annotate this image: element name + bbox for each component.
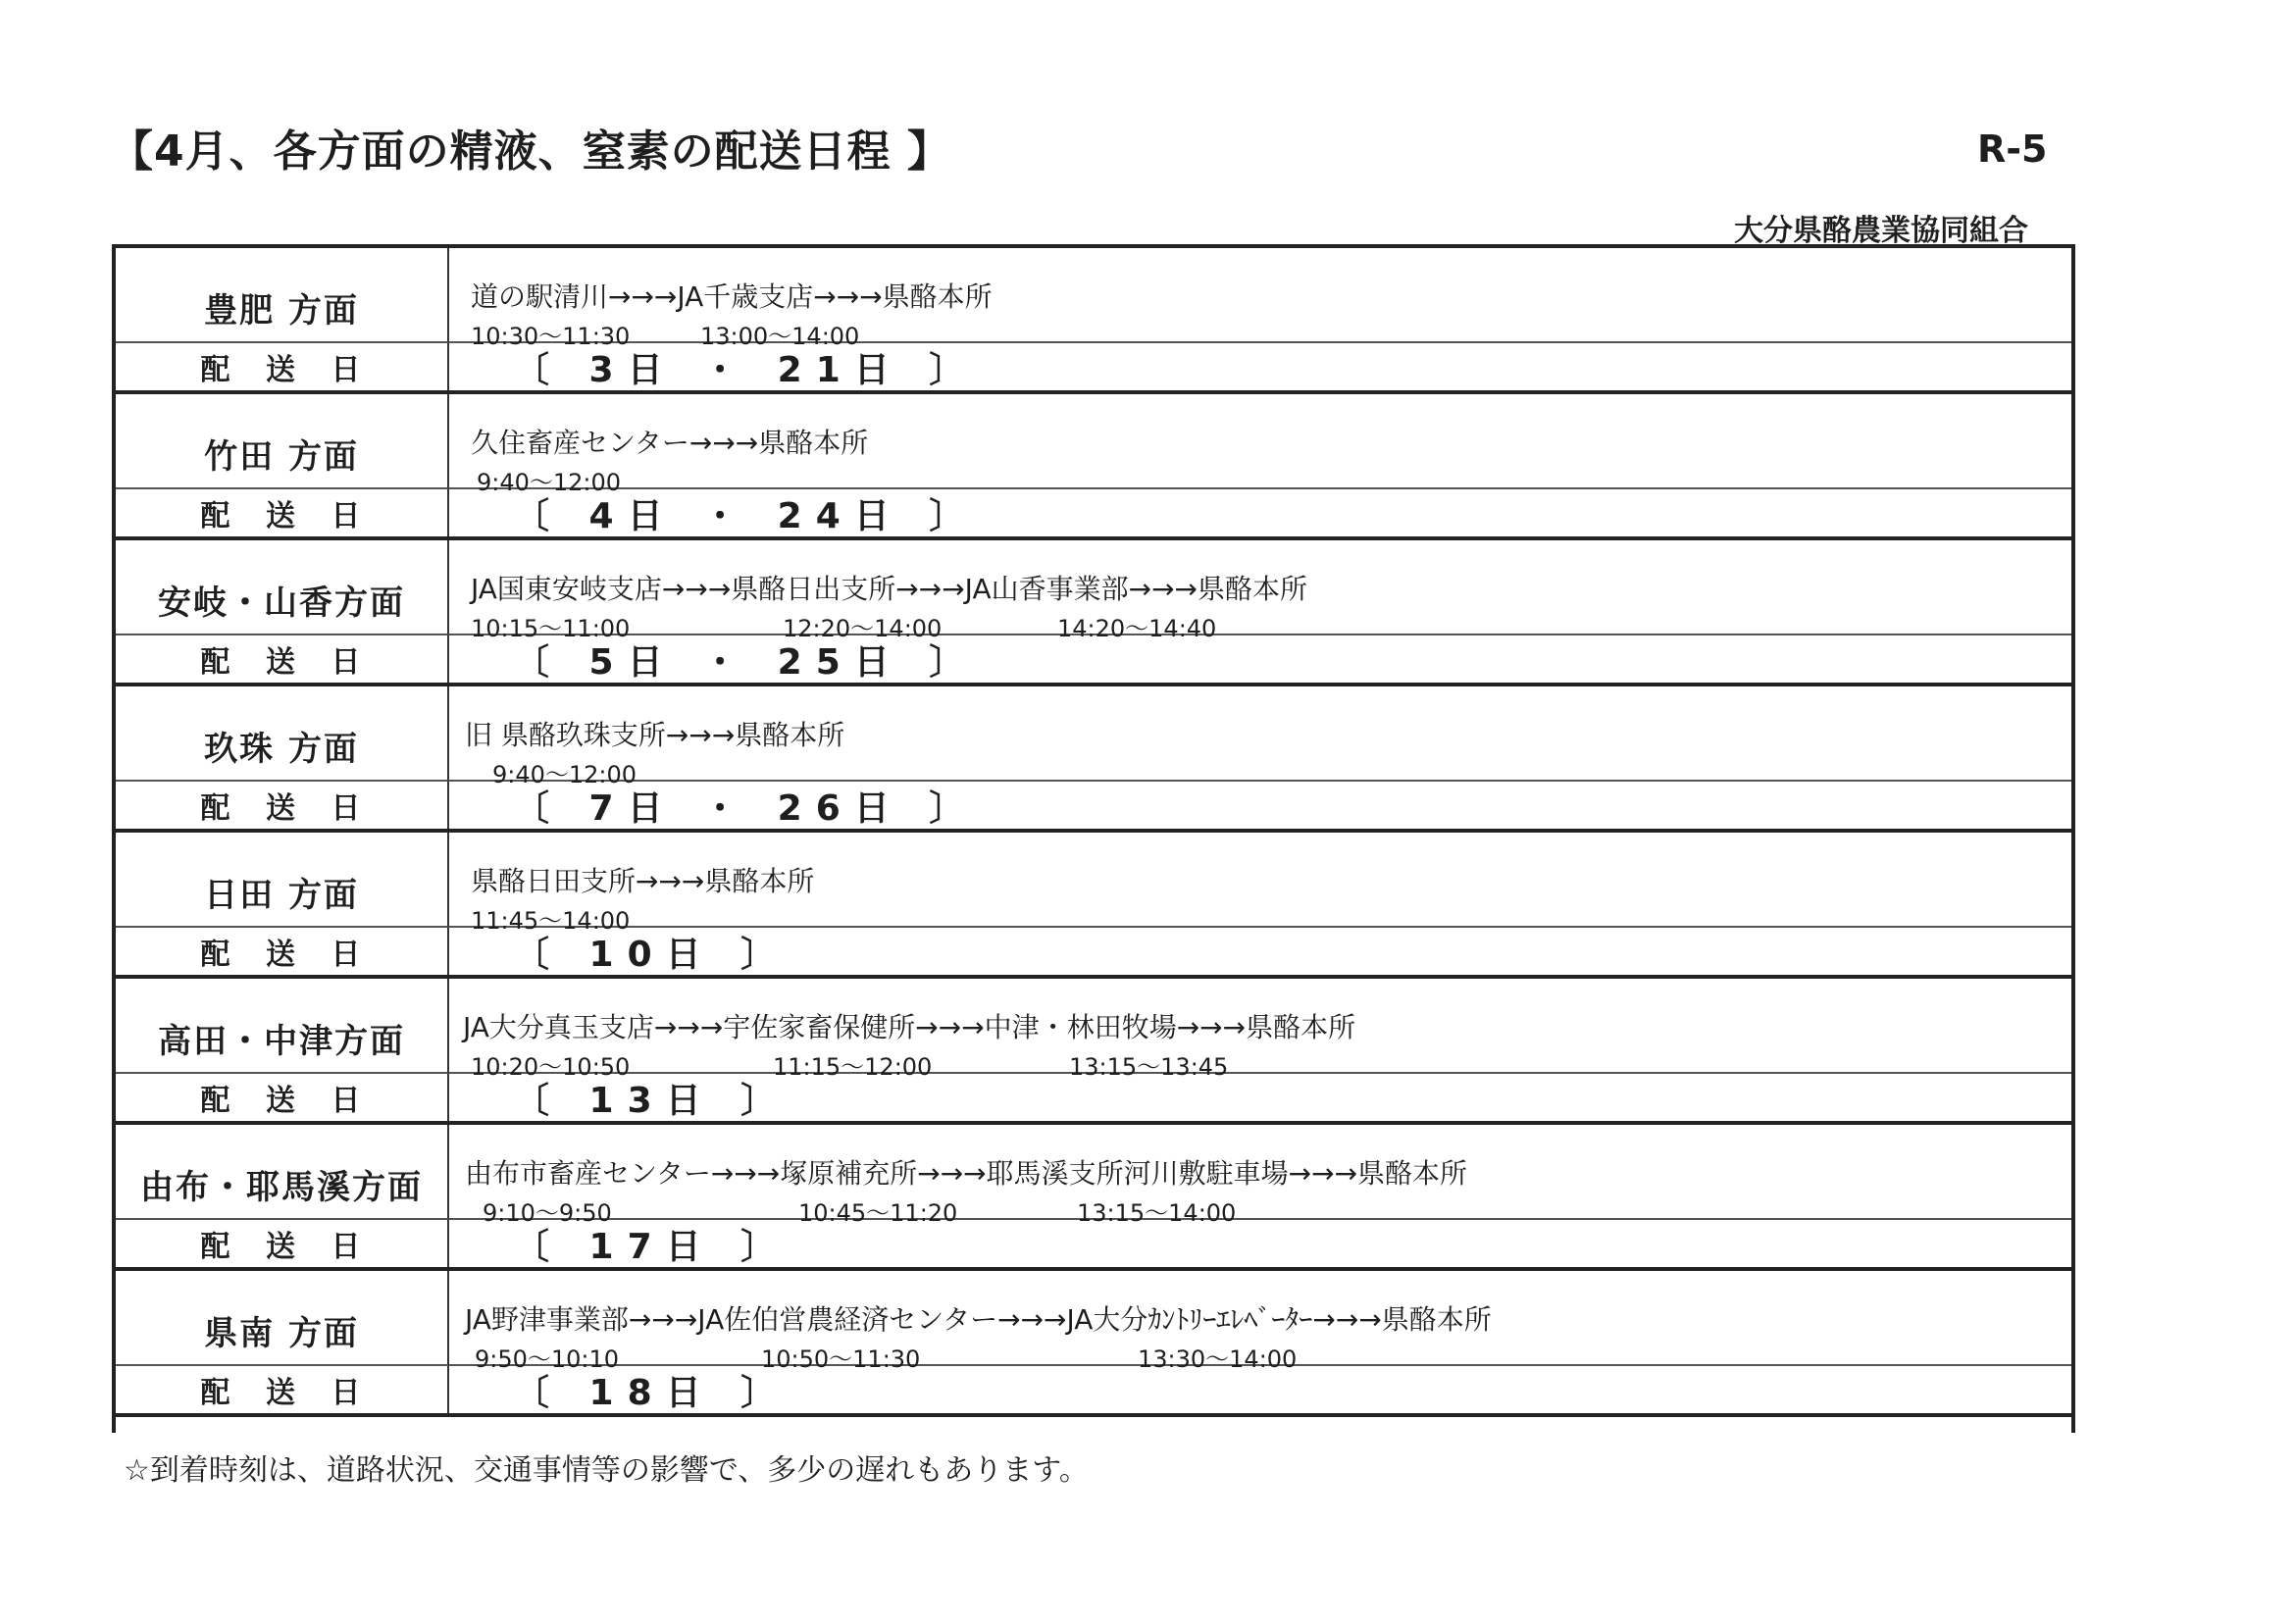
- arrival-time: 11:15～12:00: [773, 1053, 933, 1081]
- region-block: [116, 1125, 2071, 1271]
- delivery-schedule-table: [112, 244, 2075, 1433]
- area-name: 竹田 方面: [116, 394, 449, 489]
- route-text: 旧 県酪玖珠支所→→→県酪本所: [465, 719, 845, 751]
- arrival-time: 11:45～14:00: [471, 907, 631, 935]
- arrival-time: 13:15～13:45: [1069, 1053, 1229, 1081]
- region-block: [116, 248, 2071, 394]
- arrival-time: 10:15～11:00: [471, 615, 631, 642]
- area-name: 由布・耶馬溪方面: [116, 1125, 449, 1220]
- delivery-day-label: 配 送 日: [116, 1366, 449, 1413]
- arrival-time: 14:20～14:40: [1057, 615, 1217, 642]
- route-cell: [449, 1125, 2071, 1227]
- region-block: [116, 979, 2071, 1125]
- delivery-dates: 〔 18日 〕: [514, 1372, 790, 1413]
- region-block: [116, 394, 2071, 540]
- delivery-day-label: 配 送 日: [116, 489, 449, 536]
- route-cell: [449, 540, 2071, 642]
- delivery-day-label: 配 送 日: [116, 1220, 449, 1267]
- delivery-dates: 〔 5日 ・ 25日 〕: [514, 641, 979, 683]
- arrival-time: 13:00～14:00: [700, 323, 860, 350]
- arrival-time: 10:30～11:30: [471, 323, 631, 350]
- route-text: JA野津事業部→→→JA佐伯営農経済センター→→→JA大分ｶﾝﾄﾘｰｴﾚﾍﾞｰﾀｰ→→→県酪本所: [465, 1303, 1492, 1336]
- route-cell: [449, 1271, 2071, 1373]
- arrival-time: 10:20～10:50: [471, 1053, 631, 1081]
- arrival-time: 12:20～14:00: [783, 615, 943, 642]
- route-text: JA国東安岐支店→→→県酪日出支所→→→JA山香事業部→→→県酪本所: [471, 573, 1307, 605]
- route-text: 久住畜産センター→→→県酪本所: [471, 427, 869, 459]
- route-cell: [449, 248, 2071, 350]
- delivery-dates: 〔 3日 ・ 21日 〕: [514, 349, 979, 390]
- page-title: 【4月、各方面の精液、窒素の配送日程 】: [110, 127, 951, 177]
- route-cell: [449, 394, 2071, 496]
- route-text: 県酪日田支所→→→県酪本所: [471, 865, 815, 897]
- delivery-day-label: 配 送 日: [116, 635, 449, 683]
- delivery-dates: 〔 10日 〕: [514, 934, 790, 975]
- area-name: 日田 方面: [116, 833, 449, 928]
- route-cell: [449, 833, 2071, 935]
- delivery-dates: 〔 4日 ・ 24日 〕: [514, 495, 979, 536]
- arrival-time: 9:40～12:00: [492, 761, 637, 788]
- region-block: [116, 833, 2071, 979]
- area-name: 安岐・山香方面: [116, 540, 449, 635]
- route-text: 由布市畜産センター→→→塚原補充所→→→耶馬溪支所河川敷駐車場→→→県酪本所: [465, 1157, 1468, 1190]
- delivery-day-label: 配 送 日: [116, 782, 449, 829]
- page-code: R-5: [1977, 127, 2048, 171]
- route-cell: [449, 686, 2071, 788]
- region-block: [116, 686, 2071, 833]
- arrival-time: 10:45～11:20: [798, 1199, 958, 1227]
- arrival-time: 9:40～12:00: [477, 469, 622, 496]
- organization-name: 大分県酪農業協同組合: [1734, 214, 2028, 248]
- route-cell: [449, 979, 2071, 1081]
- area-name: 県南 方面: [116, 1271, 449, 1366]
- route-text: JA大分真玉支店→→→宇佐家畜保健所→→→中津・林田牧場→→→県酪本所: [463, 1011, 1356, 1043]
- area-name: 豊肥 方面: [116, 248, 449, 343]
- delivery-day-label: 配 送 日: [116, 343, 449, 390]
- delivery-day-label: 配 送 日: [116, 1074, 449, 1121]
- delivery-day-label: 配 送 日: [116, 928, 449, 975]
- delivery-dates: 〔 7日 ・ 26日 〕: [514, 787, 979, 829]
- arrival-time: 10:50～11:30: [761, 1345, 921, 1373]
- delivery-dates: 〔 13日 〕: [514, 1080, 790, 1121]
- arrival-time: 13:15～14:00: [1077, 1199, 1237, 1227]
- region-block: [116, 540, 2071, 686]
- region-block: [116, 1271, 2071, 1417]
- arrival-time: 9:50～10:10: [475, 1345, 620, 1373]
- area-name: 高田・中津方面: [116, 979, 449, 1074]
- arrival-time: 9:10～9:50: [483, 1199, 612, 1227]
- footnote: ☆到着時刻は、道路状況、交通事情等の影響で、多少の遅れもあります。: [124, 1453, 1089, 1488]
- route-text: 道の駅清川→→→JA千歳支店→→→県酪本所: [471, 280, 993, 313]
- area-name: 玖珠 方面: [116, 686, 449, 782]
- arrival-time: 13:30～14:00: [1138, 1345, 1298, 1373]
- delivery-dates: 〔 17日 〕: [514, 1226, 790, 1267]
